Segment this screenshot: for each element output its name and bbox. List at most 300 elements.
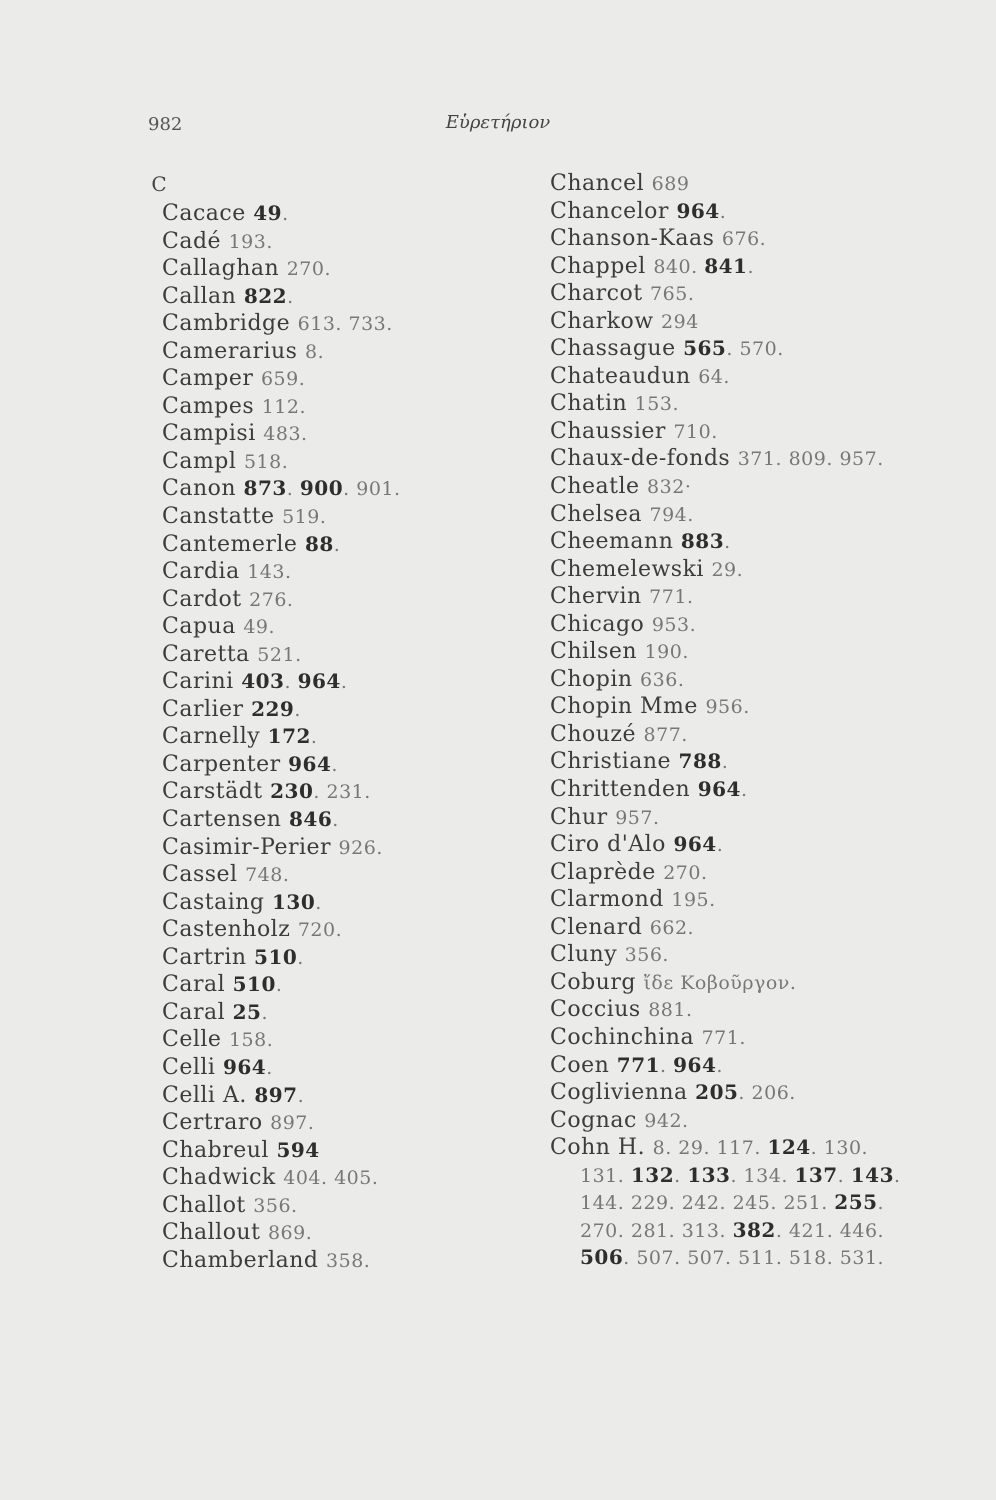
page-ref: 356 — [253, 1194, 292, 1217]
entry-name: Coccius — [550, 997, 641, 1023]
index-entry — [162, 1054, 492, 1082]
entry-punct: . — [672, 393, 679, 416]
entry-punct: . — [294, 698, 301, 721]
entry-name: Chassague — [550, 336, 676, 362]
entry-name: Cambridge — [162, 311, 291, 337]
page-ref-bold: 883 — [680, 529, 725, 554]
entry-name: Coen — [550, 1052, 610, 1078]
page-ref-bold: 506 — [580, 1245, 624, 1270]
index-entry — [550, 693, 930, 721]
page-ref: 276 — [249, 588, 287, 611]
page-ref: 926 — [338, 836, 377, 859]
page-ref: 794 — [649, 503, 688, 526]
index-entry — [550, 501, 930, 529]
page-ref-bold: 230 — [270, 779, 314, 804]
index-entry — [162, 586, 492, 614]
entry-name: Cartrin — [162, 944, 247, 970]
entry-punct: . — [261, 1001, 269, 1024]
index-entry — [550, 583, 930, 611]
page-ref: 158 — [228, 1029, 267, 1052]
entry-punct: . — [364, 781, 371, 804]
page-ref-bold: 255 — [834, 1190, 878, 1215]
page-ref: 242 — [681, 1192, 720, 1215]
entry-punct: . — [332, 809, 339, 832]
page-ref: 117 — [716, 1137, 755, 1160]
entry-name: Chancel — [550, 171, 645, 196]
index-entry — [550, 528, 930, 556]
page-ref: 251 — [783, 1192, 822, 1215]
index-entry: Cambridge 613. 733. — [162, 311, 393, 337]
entry-punct: . — [711, 420, 718, 443]
index-entry: Chappel 840. 841. — [550, 253, 754, 279]
entry-name: Castaing — [162, 889, 265, 915]
index-entry — [162, 1026, 492, 1054]
entry-punct: . — [286, 588, 294, 611]
entry-name: Chancelor — [550, 198, 669, 224]
page-ref: 190 — [644, 641, 683, 664]
index-entry: Canon 873. 900. 901. — [162, 476, 401, 502]
index-entry — [162, 558, 492, 586]
entry-name: Capua — [162, 614, 236, 640]
entry-name: Carpenter — [162, 751, 281, 777]
entry-name: Coburg — [550, 969, 636, 995]
entry-name: Chopin — [550, 666, 633, 692]
running-title: Εὑρετήριον — [445, 112, 551, 133]
index-entry — [162, 861, 492, 889]
entry-punct: . — [268, 616, 276, 639]
index-entry — [162, 806, 492, 834]
entry-punct: . — [324, 258, 331, 281]
entry-name: Clenard — [550, 914, 643, 940]
entry-name: Challout — [162, 1220, 261, 1246]
page-ref: 662 — [649, 916, 688, 939]
page-ref-bold: 510 — [232, 972, 276, 997]
page-ref: 881 — [648, 999, 686, 1022]
entry-name: Cohn H. — [550, 1135, 646, 1161]
entry-name: Campisi — [162, 421, 256, 447]
index-entry — [550, 308, 930, 336]
index-entry — [550, 996, 930, 1024]
page-ref-bold: 137 — [794, 1162, 838, 1187]
entry-name: Ciro d'Alo — [550, 832, 666, 858]
page-ref: 404 — [283, 1167, 321, 1190]
index-entry — [162, 420, 492, 448]
entry-name: Cluny — [550, 942, 618, 968]
entry-name: Cheemann — [550, 529, 674, 555]
index-entry — [550, 556, 930, 584]
page-ref: 897 — [270, 1112, 308, 1135]
page-ref: 956 — [705, 696, 744, 719]
index-entry: Chassague 565. 570. — [550, 336, 784, 362]
entry-name: Carini — [162, 669, 234, 695]
entry-name: Camerarius — [162, 338, 298, 364]
page-ref-bold: 124 — [767, 1135, 811, 1160]
index-entry — [162, 255, 492, 283]
index-entry: Carini 403. 964. — [162, 669, 348, 695]
index-entry: Cohn H. 8. 29. 117. 124. 130. — [550, 1135, 869, 1161]
page-ref: 270 — [580, 1219, 618, 1242]
page-ref: 507 — [636, 1247, 675, 1270]
entry-name: Canstatte — [162, 504, 275, 530]
entry-name: Cadé — [162, 228, 222, 254]
entry-name: Camper — [162, 366, 254, 392]
page-ref: 901 — [356, 478, 394, 501]
index-entry — [550, 969, 930, 997]
index-entry — [162, 200, 492, 228]
entry-punct: . — [266, 230, 273, 253]
page-ref: 8 — [652, 1137, 666, 1160]
index-entry — [162, 696, 492, 724]
index-entry — [162, 1247, 492, 1275]
entry-punct: . — [687, 916, 695, 939]
page-ref-bold: 25 — [232, 999, 262, 1024]
entry-punct: . — [662, 944, 669, 967]
index-entry — [550, 1107, 930, 1135]
entry-name: Callaghan — [162, 256, 280, 282]
entry-name: Castenholz — [162, 917, 291, 943]
entry-name: Canon — [162, 476, 237, 502]
entry-name: Chamberland — [162, 1247, 319, 1273]
index-entry — [550, 748, 930, 776]
page-ref: 29 — [711, 558, 737, 581]
entry-name: Chanson-Kaas — [550, 226, 715, 252]
entry-name: Chaussier — [550, 418, 666, 444]
page-ref-bold: 897 — [254, 1082, 298, 1107]
page-ref: 270 — [286, 258, 325, 281]
page-ref: 676 — [721, 228, 760, 251]
page-ref-bold: 822 — [243, 283, 288, 308]
page-ref-bold: 132 — [630, 1162, 675, 1187]
page-ref: 281 — [630, 1219, 669, 1242]
index-entry: Carstädt 230. 231. — [162, 779, 371, 805]
entry-name: Celle — [162, 1027, 222, 1053]
index-entry — [550, 776, 930, 804]
page-ref-bold: 133 — [687, 1162, 731, 1187]
entry-punct: . — [275, 974, 283, 997]
page-ref: 809 — [788, 448, 827, 471]
page-ref: 130 — [823, 1137, 862, 1160]
index-column-right — [550, 170, 930, 1272]
index-entry — [162, 1137, 492, 1165]
entry-punct: . — [297, 946, 304, 969]
entry-punct: . — [877, 1219, 885, 1242]
entry-punct: . — [307, 1112, 315, 1135]
page-ref: 193 — [228, 230, 267, 253]
page-ref: 143 — [247, 561, 285, 584]
page-ref: 733 — [348, 313, 387, 336]
entry-name: Certraro — [162, 1110, 263, 1136]
page-ref: 720 — [297, 919, 336, 942]
entry-punct: . — [736, 558, 744, 581]
index-entry — [162, 1219, 492, 1247]
entry-name: Casimir-Perier — [162, 834, 332, 860]
index-entry — [550, 859, 930, 887]
index-column-left — [151, 170, 492, 1274]
page-ref: 570 — [739, 338, 778, 361]
page-ref-bold: 964 — [673, 1052, 717, 1077]
index-entry — [550, 721, 930, 749]
index-entry — [550, 418, 930, 446]
index-entry — [162, 531, 492, 559]
entry-name: Chur — [550, 804, 608, 830]
entry-punct: . — [319, 506, 327, 529]
index-entry — [550, 225, 930, 253]
page-ref: 942 — [644, 1109, 683, 1132]
entry-name: Chelsea — [550, 501, 642, 527]
section-letter: C — [151, 172, 167, 196]
page-ref-bold: 510 — [254, 944, 298, 969]
page-ref: 195 — [671, 889, 710, 912]
page-ref-bold: 964 — [288, 751, 332, 776]
index-entry: Chadwick 404. 405. — [162, 1165, 379, 1191]
entry-punct: . — [284, 561, 292, 584]
page-ref: 521 — [257, 643, 296, 666]
entry-punct: . — [331, 753, 338, 776]
entry-punct: . — [739, 1026, 746, 1049]
index-entry-continuation: 270. 281. 313. 382. 421. 446. — [580, 1217, 885, 1242]
entry-punct: . — [386, 313, 393, 336]
entry-punct: . — [877, 1247, 885, 1270]
page-ref-bold: 873 — [243, 476, 287, 501]
entry-name: Cardot — [162, 586, 242, 612]
index-entry — [550, 666, 930, 694]
page-ref: 245 — [732, 1192, 771, 1215]
entry-name: Chaux-de-fonds — [550, 446, 731, 472]
index-entry: Coglivienna 205. 206. — [550, 1080, 796, 1106]
entry-punct: . — [299, 395, 307, 418]
entry-punct: . — [759, 228, 767, 251]
index-entry — [162, 751, 492, 779]
index-entry: Chaux-de-fonds 371. 809. 957. — [550, 446, 884, 472]
page-ref: 294 — [661, 310, 699, 333]
entry-punct: . — [719, 200, 727, 223]
page-ref: 356 — [624, 944, 663, 967]
entry-name: Coglivienna — [550, 1080, 688, 1106]
entry-name: Callan — [162, 283, 237, 309]
entry-name: Chouzé — [550, 721, 637, 747]
entry-name: Chateaudun — [550, 363, 691, 389]
index-entry — [550, 1024, 930, 1052]
entry-punct: . — [317, 340, 325, 363]
entry-punct: . — [877, 1192, 885, 1215]
entry-name: Clarmond — [550, 887, 664, 913]
index-entry — [550, 363, 930, 391]
page-ref: 518 — [243, 450, 282, 473]
page-ref: 483 — [263, 423, 302, 446]
entry-name: Chadwick — [162, 1165, 276, 1191]
entry-punct: . — [721, 751, 729, 774]
index-entry — [162, 1192, 492, 1220]
entry-name: Campes — [162, 393, 255, 419]
page-ref-bold: 900 — [299, 476, 344, 501]
page-ref: 511 — [738, 1247, 776, 1270]
entry-punct: . — [295, 643, 302, 666]
entry-punct: . — [724, 531, 731, 554]
entry-name: Cacace — [162, 201, 246, 226]
entry-punct: . — [282, 864, 290, 887]
entry-punct: . — [709, 889, 716, 912]
page-ref: 270 — [663, 861, 701, 884]
page-ref: 29 — [678, 1137, 704, 1160]
page-ref-bold: 964 — [297, 669, 341, 694]
entry-punct: · — [684, 476, 692, 499]
page-ref-bold: 565 — [683, 336, 727, 361]
entry-punct: . — [700, 861, 708, 884]
entry-name: Chervin — [550, 584, 642, 610]
page-ref-bold: 964 — [697, 777, 741, 802]
index-entry — [162, 338, 492, 366]
page-ref: 771 — [701, 1026, 740, 1049]
page-ref: 49 — [243, 616, 269, 639]
index-entry — [550, 831, 930, 859]
entry-punct: . — [682, 1109, 689, 1132]
page-ref: 953 — [651, 613, 690, 636]
entry-punct: . — [282, 203, 289, 225]
entry-punct: . — [371, 1167, 379, 1190]
entry-name: Chicago — [550, 611, 645, 637]
page-ref: 771 — [649, 586, 687, 609]
page-ref: 519 — [282, 506, 320, 529]
index-entry — [162, 283, 492, 311]
index-entry — [162, 393, 492, 421]
entry-name: Challot — [162, 1192, 246, 1218]
entry-name: Chrittenden — [550, 777, 691, 803]
entry-punct: . — [298, 368, 306, 391]
index-entry — [550, 914, 930, 942]
entry-punct: . — [335, 919, 343, 942]
entry-punct: . — [686, 586, 694, 609]
page-ref: 765 — [650, 283, 688, 306]
entry-punct: . — [652, 806, 660, 829]
entry-name: Chappel — [550, 253, 646, 279]
entry-punct: . — [363, 1249, 371, 1272]
page-ref: 507 — [687, 1247, 725, 1270]
page-ref-bold: 964 — [673, 832, 717, 857]
index-entry — [162, 999, 492, 1027]
page-ref: 518 — [788, 1247, 827, 1270]
index-entry — [162, 448, 492, 476]
entry-punct: . — [777, 338, 784, 361]
entry-name: Chatin — [550, 391, 628, 417]
page-ref: 112 — [261, 395, 300, 418]
entry-punct: . — [747, 255, 754, 278]
page-ref-bold: 88 — [304, 531, 334, 556]
entry-punct: . — [682, 641, 689, 664]
index-entry — [162, 228, 492, 256]
page-ref: 134 — [743, 1164, 782, 1187]
page-number: 982 — [148, 114, 183, 135]
entry-punct: . — [687, 503, 694, 526]
entry-name: Carstädt — [162, 779, 263, 805]
page-ref: 446 — [839, 1219, 878, 1242]
page-ref-bold: 964 — [676, 198, 720, 223]
page-ref: 131 — [580, 1164, 618, 1187]
index-entry-continuation: 131. 132. 133. 134. 137. 143. — [580, 1162, 901, 1187]
entry-name: Christiane — [550, 749, 672, 775]
entry-punct: . — [333, 533, 341, 556]
index-entry — [550, 804, 930, 832]
index-entry — [162, 944, 492, 972]
index-entry — [162, 1082, 492, 1110]
index-entry — [162, 916, 492, 944]
entry-punct: . — [861, 1137, 869, 1160]
page-ref-bold: 382 — [732, 1217, 776, 1242]
entry-punct: . — [894, 1164, 901, 1187]
index-entry — [162, 971, 492, 999]
page-ref-bold: 143 — [850, 1162, 894, 1187]
page-ref: 636 — [640, 668, 678, 691]
page-ref: 832 — [647, 476, 685, 499]
entry-punct: . — [681, 723, 688, 746]
entry-punct: . — [677, 668, 685, 691]
page-ref-bold: 964 — [222, 1054, 267, 1079]
index-entry: Coen 771. 964. — [550, 1052, 723, 1078]
entry-name: Chabreul — [162, 1137, 269, 1163]
entry-punct: . — [297, 1084, 305, 1107]
page-ref: 405 — [334, 1167, 372, 1190]
entry-punct: . — [310, 726, 318, 749]
index-entry — [550, 638, 930, 666]
entry-name: Charkow — [550, 308, 654, 334]
page-ref-bold: 229 — [251, 696, 295, 721]
entry-name: Carnelly — [162, 724, 261, 750]
entry-name: Cardia — [162, 559, 240, 585]
page-ref: 421 — [788, 1219, 827, 1242]
page-ref: 313 — [681, 1219, 720, 1242]
page-ref-bold: 172 — [267, 724, 311, 749]
page-ref: 869 — [267, 1222, 306, 1245]
page-ref: 957 — [839, 448, 878, 471]
index-entry — [162, 889, 492, 917]
index-entry — [162, 365, 492, 393]
entry-name: Claprède — [550, 859, 656, 885]
page-ref: 231 — [326, 781, 365, 804]
entry-punct: . — [685, 999, 693, 1022]
index-entry — [550, 280, 930, 308]
page-ref: 64 — [698, 365, 724, 388]
entry-punct: . — [723, 365, 730, 388]
entry-punct: . — [281, 450, 289, 473]
entry-punct: . — [877, 448, 884, 471]
page-ref: 153 — [634, 393, 673, 416]
entry-punct: . — [376, 836, 383, 859]
index-entry — [550, 941, 930, 969]
entry-name: Cochinchina — [550, 1024, 695, 1050]
page-ref-bold: 403 — [241, 669, 285, 694]
index-entry — [162, 641, 492, 669]
index-entry — [162, 834, 492, 862]
entry-punct: . — [716, 834, 724, 857]
entry-punct: . — [291, 1194, 298, 1217]
entry-name: Cheatle — [550, 474, 640, 500]
entry-name: Celli A. — [162, 1082, 247, 1108]
index-entry — [550, 198, 930, 226]
entry-punct: . — [689, 613, 697, 636]
entry-punct: . — [287, 285, 294, 308]
page-ref-bold: 49 — [253, 201, 283, 225]
index-entry-continuation: 506. 507. 507. 511. 518. 531. — [580, 1245, 885, 1270]
entry-punct: . — [305, 1222, 313, 1245]
page-ref-bold: 130 — [271, 889, 316, 914]
entry-name: Charcot — [550, 281, 643, 307]
entry-punct: . — [743, 696, 750, 719]
page-ref: 877 — [643, 723, 682, 746]
entry-name: Chemelewski — [550, 556, 704, 582]
entry-name: Celli — [162, 1054, 216, 1080]
page-ref-bold: 205 — [695, 1080, 739, 1105]
entry-punct: . — [740, 779, 748, 802]
page-ref: 748 — [245, 864, 283, 887]
